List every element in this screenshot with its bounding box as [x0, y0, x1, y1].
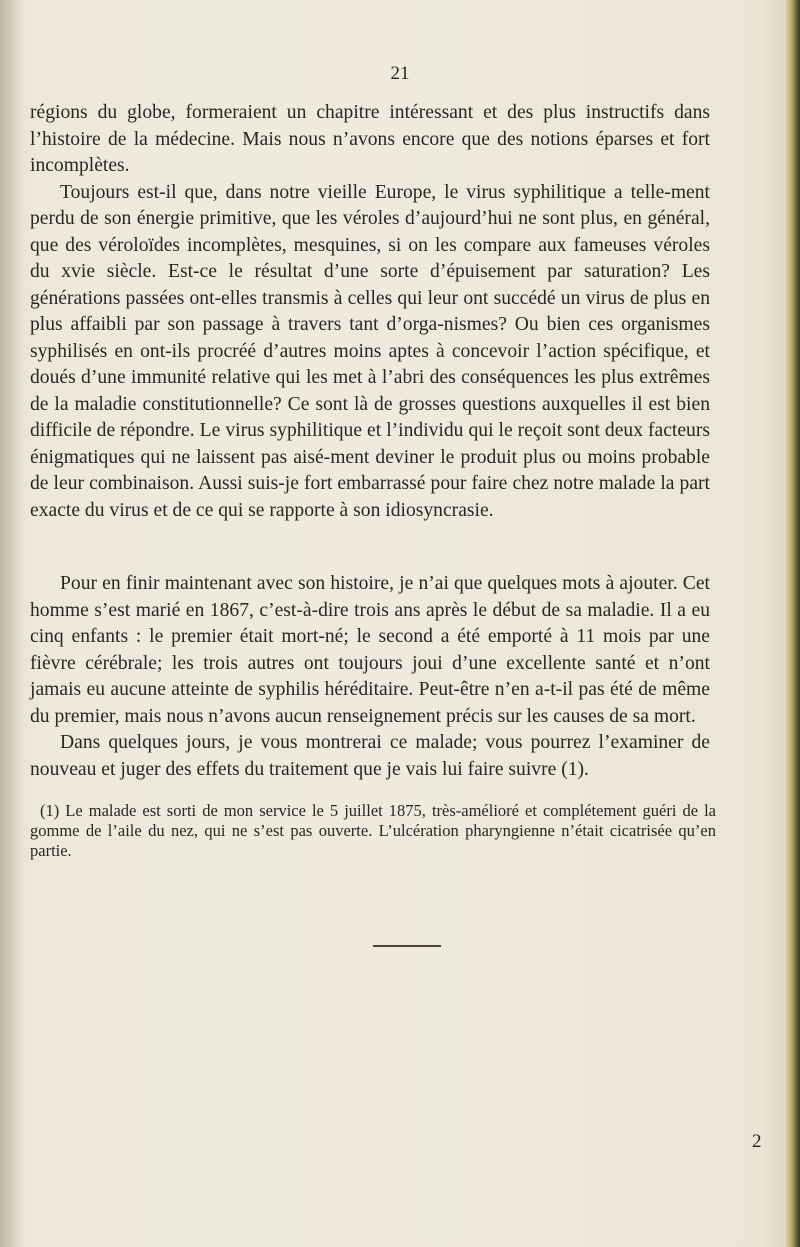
page-gutter-shadow [0, 0, 22, 1247]
text-block-lower [30, 571, 710, 783]
page-edge [786, 0, 800, 1247]
text-block-upper [30, 100, 710, 524]
separator-rule [373, 945, 441, 947]
page-number: 21 [390, 63, 410, 84]
footnotes [30, 801, 716, 861]
signature-mark: 2 [752, 1131, 762, 1152]
paragraph-conclusion: Dans quelques jours, je vous montrerai ce malade; vous pourrez l’examiner de nouveau et juger des effets du traitement que je vais lui faire suivre (1). [30, 732, 710, 780]
paragraph-continuation: régions du globe, formeraient un chapitre intéressant et des plus instructifs dans l’histoire de la médecine. Mais nous n’avons encore que des notions éparses et fort incomplètes. [30, 102, 710, 176]
paragraph-syphilis-virus: Toujours est-il que, dans notre vieille Europe, le virus syphilitique a telle-ment perdu de son énergie primitive, que les véroles d’aujourd’hui ne sont plus, en général, que des véroloïdes incomplètes, mesquines, si on les compare aux fameuses véroles du xvie siècle. Est-ce le résultat d’une sorte d’épuisement par saturation? Les générations passées ont-elles transmis à celles qui leur ont succédé un virus de plus en plus affaibli par son passage à travers tant d’orga-nismes? Ou bien ces organismes syphilisés en ont-ils procréé d’autres moins aptes à concevoir l’action spécifique, et doués d’une immunité relative qui les met à l’abri des conséquences les plus extrêmes de la maladie constitutionnelle? Ce sont là de grosses questions auxquelles il est bien difficile de répondre. Le virus syphilitique et l’individu qui le reçoit sont deux facteurs énigmatiques qui ne laissent pas aisé-ment deviner le produit plus ou moins probable de leur combinaison. Aussi suis-je fort embarrassé pour faire chez notre malade la part exacte du virus et de ce qui se rapporte à son idiosyncrasie. [30, 181, 710, 521]
footnote: (1) Le malade est sorti de mon service le 5 juillet 1875, très-amélioré et complétement guéri de la gomme de l’aile du nez, qui ne s’est pas ouverte. L’ulcération pharyngienne n’était cicatrisée qu’en partie. [30, 801, 716, 860]
paragraph-patient-history: Pour en finir maintenant avec son histoire, je n’ai que quelques mots à ajouter. Cet homme s’est marié en 1867, c’est-à-dire trois ans après le début de sa maladie. Il a eu cinq enfants : le premier était mort-né; le second a été emporté à 11 mois par une fièvre cérébrale; les trois autres ont toujours joui d’une excellente santé et n’ont jamais eu aucune atteinte de syphilis héréditaire. Peut-être n’en a-t-il pas été de même du premier, mais nous n’avons aucun renseignement précis sur les causes de sa mort. [30, 573, 710, 727]
